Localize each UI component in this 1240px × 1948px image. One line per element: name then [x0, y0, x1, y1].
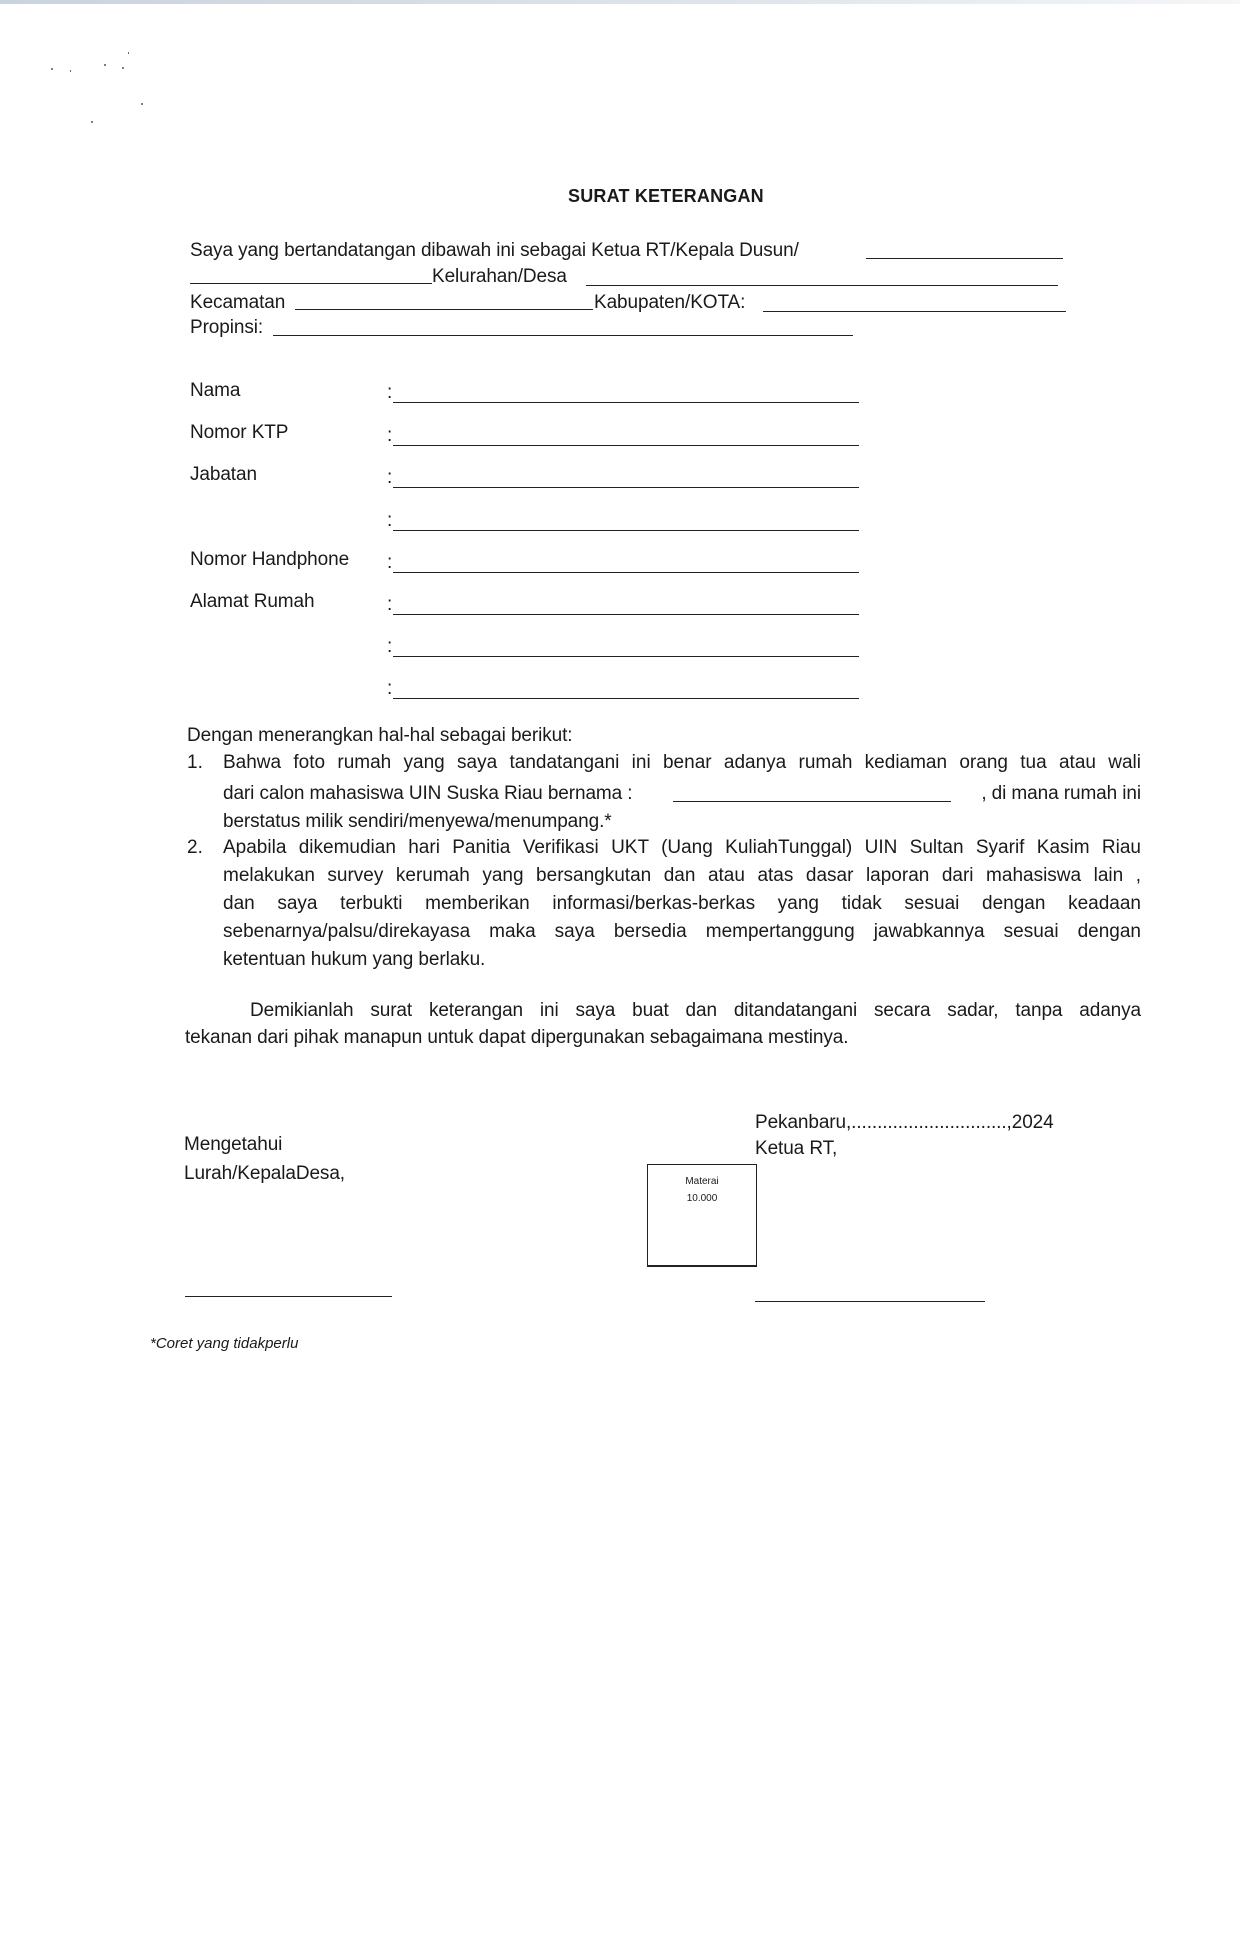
kecamatan-blank[interactable] [295, 309, 593, 310]
item-2-line-4: sebenarnya/palsu/direkayasa maka saya bersedia mempertanggung jawabkannya sesuai dengan [223, 921, 1141, 942]
closing-line-2: tekanan dari pihak manapun untuk dapat dipergunakan sebagaimana mestinya. [185, 1027, 849, 1048]
nama-input-line[interactable] [393, 402, 859, 403]
footnote: *Coret yang tidakperlu [150, 1335, 299, 1352]
dusun-blank[interactable] [866, 258, 1063, 259]
village-head-signature-line[interactable] [185, 1296, 392, 1297]
item-1-line-2: dari calon mahasiswa UIN Suska Riau bernama : [223, 783, 633, 804]
item-1-line-3: berstatus milik sendiri/menyewa/menumpang.* [223, 811, 612, 832]
rt-chief-signature-line[interactable] [755, 1301, 985, 1302]
closing-line-1: Demikianlah surat keterangan ini saya buat dan ditandatangani secara sadar, tanpa adanya [250, 1000, 1141, 1021]
item-1-line-2-suffix: , di mana rumah ini [981, 783, 1141, 804]
page-title: SURAT KETERANGAN [568, 186, 764, 206]
field-label-jabatan: Jabatan [190, 464, 257, 485]
kelurahan-prefix-blank[interactable] [190, 283, 432, 284]
item-2-line-3: dan saya terbukti memberikan informasi/berkas-berkas yang tidak sesuai dengan keadaan [223, 893, 1141, 914]
stamp-label: Materai [685, 1176, 719, 1187]
nomor-ktp-input-line[interactable] [393, 445, 859, 446]
nomor-handphone-input-line[interactable] [393, 572, 859, 573]
field-label-nomor-handphone: Nomor Handphone [190, 549, 350, 570]
jabatan-input-line-2[interactable] [393, 530, 859, 531]
propinsi-blank[interactable] [273, 335, 853, 336]
alamat-input-line-1[interactable] [393, 614, 859, 615]
item-2-line-1: Apabila dikemudian hari Panitia Verifikasi UKT (Uang KuliahTunggal) UIN Sultan Syarif Kasim Riau [223, 837, 1141, 858]
acknowledged-label: Mengetahui [184, 1134, 283, 1155]
student-name-blank[interactable] [673, 801, 951, 802]
item-number: 1. [187, 752, 203, 773]
intro-line-1: Saya yang bertandatangan dibawah ini sebagai Ketua RT/Kepala Dusun/ [190, 240, 799, 261]
kelurahan-label: Kelurahan/Desa [432, 266, 567, 287]
item-2-line-2: melakukan survey kerumah yang bersangkutan dan atau atas dasar laporan dari mahasiswa lain , [223, 865, 1141, 886]
field-colon: : [387, 510, 393, 531]
field-colon: : [387, 594, 393, 615]
field-colon: : [387, 636, 393, 657]
item-2-line-5: ketentuan hukum yang berlaku. [223, 949, 486, 970]
statement-intro: Dengan menerangkan hal-hal sebagai berikut: [187, 725, 573, 746]
stamp-amount: 10.000 [686, 1193, 718, 1204]
field-label-nama: Nama [190, 380, 241, 401]
field-colon: : [387, 382, 393, 403]
item-1-line-1: Bahwa foto rumah yang saya tandatangani ini benar adanya rumah kediaman orang tua atau wali [223, 752, 1141, 773]
rt-chief-title: Ketua RT, [755, 1138, 838, 1159]
field-colon: : [387, 678, 393, 699]
propinsi-label: Propinsi: [190, 317, 264, 338]
scan-edge [0, 0, 1240, 4]
field-label-nomor-ktp: Nomor KTP [190, 422, 289, 443]
field-colon: : [387, 552, 393, 573]
field-colon: : [387, 467, 393, 488]
stamp-duty-box [647, 1164, 757, 1267]
field-label-alamat-rumah: Alamat Rumah [190, 591, 315, 612]
alamat-input-line-3[interactable] [393, 698, 859, 699]
jabatan-input-line[interactable] [393, 487, 859, 488]
kecamatan-label: Kecamatan [190, 292, 286, 313]
kabupaten-label: Kabupaten/KOTA: [594, 292, 746, 313]
alamat-input-line-2[interactable] [393, 656, 859, 657]
kabupaten-blank[interactable] [763, 311, 1066, 312]
item-number: 2. [187, 837, 203, 858]
place-date: Pekanbaru,..............................,2024 [755, 1112, 1054, 1133]
village-head-title: Lurah/KepalaDesa, [184, 1163, 345, 1184]
kelurahan-blank[interactable] [586, 285, 1058, 286]
field-colon: : [387, 425, 393, 446]
